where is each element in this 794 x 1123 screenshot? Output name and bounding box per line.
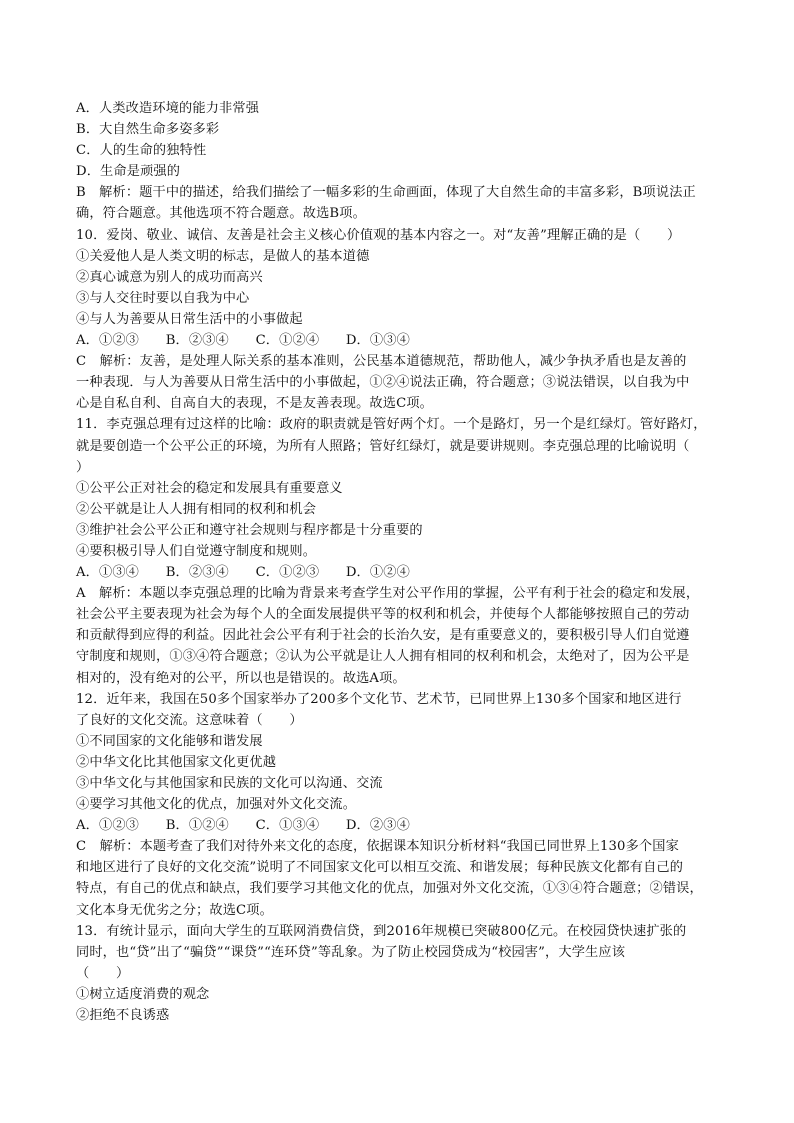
question-13-stem: （ ） [76,965,130,981]
statement-line: ①关爱他人是人类文明的标志，是做人的基本道德 [76,248,370,264]
statement-line: ②真心诚意为别人的成功而高兴 [76,269,263,285]
answer-analysis-line: B 解析：题干中的描述，给我们描绘了一幅多彩的生命画面，体现了大自然生命的丰富多彩，B项说法正 [76,185,696,201]
question-10-stem: 10．爱岗、敬业、诚信、友善是社会主义核心价值观的基本内容之一。对“友善”理解正确的是（ ） [76,227,681,243]
question-12-stem: 12．近年来，我国在50多个国家举办了200多个文化节、艺术节，已同世界上130多个国家和地区进行 [76,691,682,707]
statement-line: ①树立适度消费的观念 [76,986,210,1002]
question-text-block [76,98,726,1026]
answer-analysis-line: 和地区进行了良好的文化交流”说明了不同国家文化可以相互交流、和谐发展；每种民族文化都有自己的 [76,860,684,876]
statement-line: ②中华文化比其他国家文化更优越 [76,754,277,770]
answer-analysis-line: 特点，有自己的优点和缺点，我们要学习其他文化的优点，加强对外文化交流，①③④符合题意；②错误， [76,881,703,897]
statement-line: ④要积极引导人们自觉遵守制度和规则。 [76,543,317,559]
statement-line: ②拒绝不良诱惑 [76,1008,170,1024]
statement-line: ①不同国家的文化能够和谐发展 [76,733,263,749]
answer-analysis-line: 守制度和规则，①③④符合题意；②认为公平就是让人人拥有相同的权利和机会，太绝对了，因为公平是 [76,649,690,665]
answer-analysis-line: 社会公平主要表现为社会为每个人的全面发展提供平等的权利和机会，并使每个人都能够按照自己的劳动 [76,607,690,623]
statement-line: ③维护社会公平公正和遵守社会规则与程序都是十分重要的 [76,522,423,538]
option-line: C．人的生命的独特性 [76,143,207,159]
answer-analysis-line: 心是自私自利、自高自大的表现，不是友善表现。故选C项。 [76,396,434,412]
statement-line: ④与人为善要从日常生活中的小事做起 [76,311,303,327]
answer-analysis-line: 文化本身无优劣之分；故选C项。 [76,902,273,918]
question-11-stem: 11．李克强总理有过这样的比喻：政府的职责就是管好两个灯。一个是路灯，另一个是红绿灯。管好路灯， [76,417,707,433]
answer-analysis-line: 相对的，没有绝对的公平，所以也是错误的。故选A项。 [76,670,406,686]
answer-analysis-line: 和贡献得到应得的利益。因此社会公平有利于社会的长治久安，是有重要意义的，要积极引导人们自觉遵 [76,628,690,644]
choices-line: A．①③④ B．②③④ C．①②③ D．①②④ [76,565,410,581]
question-11-stem: ） [76,459,90,475]
question-13-stem: 13．有统计显示，面向大学生的互联网消费信贷，到2016年规模已突破800亿元。在校园贷快速扩张的 [76,923,687,939]
option-line: A．人类改造环境的能力非常强 [76,101,260,116]
answer-analysis-line: 一种表现．与人为善要从日常生活中的小事做起，①②④说法正确，符合题意；③说法错误，以自我为中 [76,375,690,391]
statement-line: ①公平公正对社会的稳定和发展具有重要意义 [76,480,343,496]
answer-analysis-line: C 解析：友善，是处理人际关系的基本准则，公民基本道德规范，帮助他人，减少争执矛盾也是友善的 [76,354,687,370]
answer-analysis-line: A 解析：本题以李克强总理的比喻为背景来考查学生对公平作用的掌握，公平有利于社会的稳定和发展， [76,586,700,602]
statement-line: ②公平就是让人人拥有相同的权利和机会 [76,501,317,517]
option-line: B．大自然生命多姿多彩 [76,122,220,138]
statement-line: ③中华文化与其他国家和民族的文化可以沟通、交流 [76,776,383,791]
statement-line: ④要学习其他文化的优点，加强对外文化交流。 [76,797,357,813]
option-line: D．生命是顽强的 [76,164,181,180]
question-11-stem: 就是要创造一个公平公正的环境，为所有人照路；管好红绿灯，就是要讲规则。李克强总理的比喻说明（ [76,438,690,454]
question-13-stem: 同时，也“贷”出了“骗贷”“课贷”“连环贷”等乱象。为了防止校园贷成为“校园害”，大学生应该 [76,944,626,960]
question-12-stem: 了良好的文化交流。这意味着（ ） [76,712,303,728]
statement-line: ③与人交往时要以自我为中心 [76,290,250,306]
choices-line: A．①②③ B．①②④ C．①③④ D．②③④ [76,818,410,834]
choices-line: A．①②③ B．②③④ C．①②④ D．①③④ [76,333,410,349]
answer-analysis-line: 确，符合题意。其他选项不符合题意。故选B项。 [76,206,366,222]
answer-analysis-line: C 解析：本题考查了我们对待外来文化的态度，依据课本知识分析材料“我国已同世界上130多个国家 [76,839,679,855]
